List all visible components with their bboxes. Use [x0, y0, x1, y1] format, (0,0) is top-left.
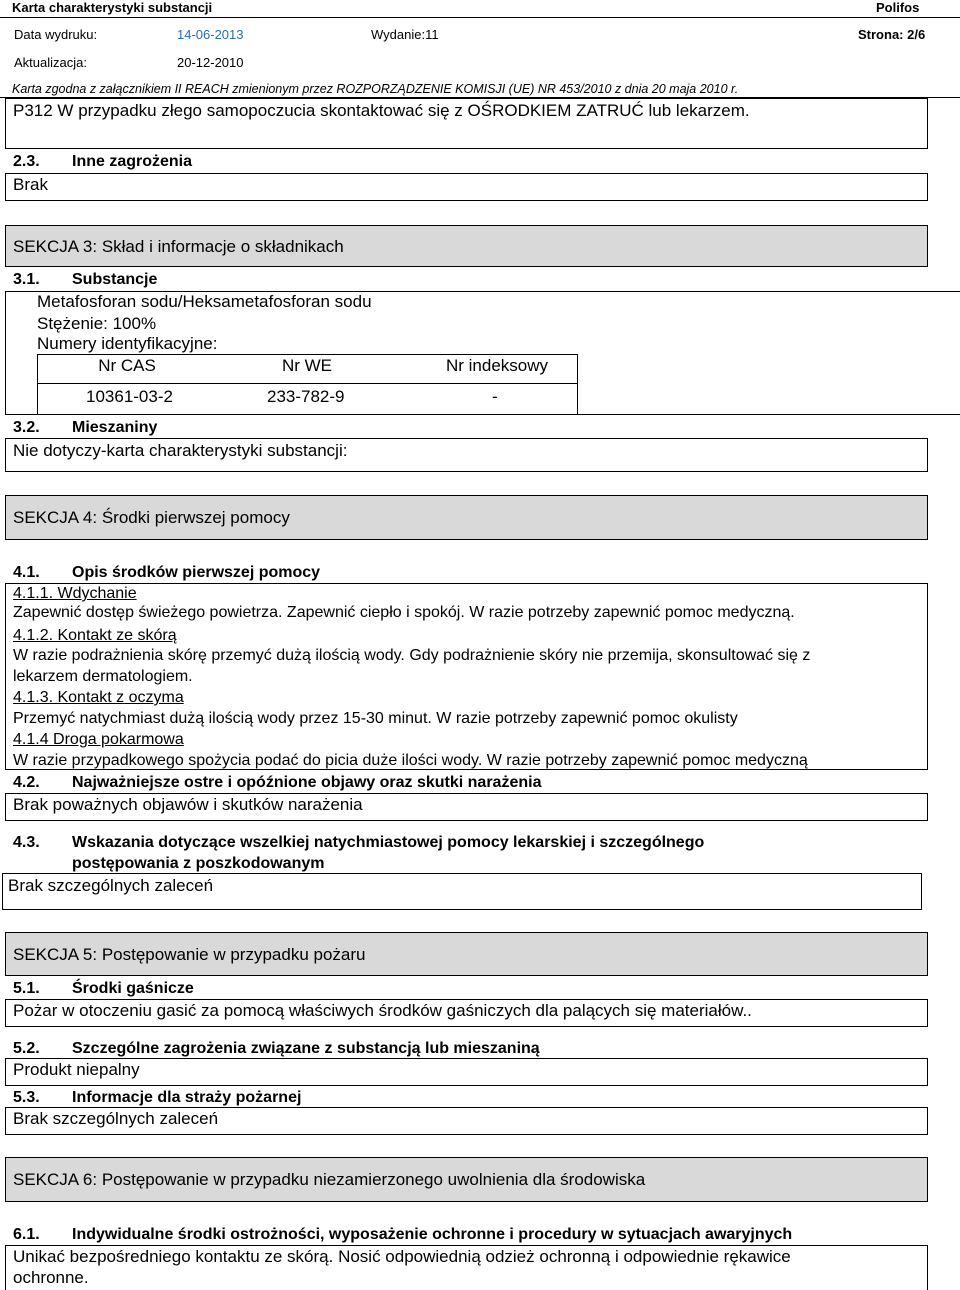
inhalation-label: 4.1.1. Wdychanie	[13, 585, 137, 602]
s5-3-number: 5.3.	[13, 1089, 40, 1106]
s6-1-text-1: Unikać bezpośredniego kontaktu ze skórą. Nosić odpowiednią odzież ochronną i odpowiednie rękawice	[13, 1247, 791, 1266]
header-rule	[0, 17, 960, 18]
s5-1-title: Środki gaśnicze	[72, 980, 194, 997]
s2-3-text: Brak	[13, 175, 48, 194]
regulation-note: Karta zgodna z załącznikiem II REACH zmienionym przez ROZPORZĄDZENIE KOMISJI (UE) NR 453/2010 z dnia 20 maja 2010 r.	[12, 82, 739, 96]
s4-3-number: 4.3.	[13, 834, 40, 851]
skin-contact-text-1: W razie podrażnienia skórę przemyć dużą ilością wody. Gdy podrażnienie skóry nie przemija, skonsultować się z	[13, 647, 811, 664]
s5-2-number: 5.2.	[13, 1040, 40, 1057]
id-table-header-index: Nr indeksowy	[445, 356, 549, 375]
s5-1-text: Pożar w otoczeniu gasić za pomocą właściwych środków gaśniczych dla palących się materiałów..	[13, 1001, 752, 1020]
s3-1-title: Substancje	[72, 271, 158, 288]
s6-1-number: 6.1.	[13, 1226, 40, 1243]
id-table-header-we: Nr WE	[281, 356, 333, 375]
s4-2-title: Najważniejsze ostre i opóźnione objawy oraz skutki narażenia	[72, 774, 542, 791]
s3-1-number: 3.1.	[13, 271, 40, 288]
s4-3-title-1: Wskazania dotyczące wszelkiej natychmiastowej pomocy lekarskiej i szczególnego	[72, 834, 705, 851]
page-number: Strona: 2/6	[858, 27, 926, 42]
print-date-label: Data wydruku:	[14, 27, 98, 42]
section6-heading: SEKCJA 6: Postępowanie w przypadku niezamierzonego uwolnienia dla środowiska	[13, 1170, 646, 1189]
s4-1-number: 4.1.	[13, 564, 40, 581]
ingestion-text: W razie przypadkowego spożycia podać do picia duże ilości wody. W razie potrzeby zapewnić pomoc medyczną	[13, 752, 808, 769]
doc-title: Karta charakterystyki substancji	[12, 0, 213, 15]
id-table-cas: 10361-03-2	[86, 387, 173, 406]
s3-2-number: 3.2.	[13, 419, 40, 436]
id-table-header-cas: Nr CAS	[98, 356, 156, 375]
concentration: Stężenie: 100%	[37, 314, 157, 333]
s4-2-text: Brak poważnych objawów i skutków narażenia	[13, 795, 363, 814]
edition: Wydanie:11	[371, 27, 439, 42]
substance-box-ext	[928, 291, 960, 292]
s5-1-number: 5.1.	[13, 980, 40, 997]
s4-2-number: 4.2.	[13, 774, 40, 791]
s4-3-title-2: postępowania z poszkodowanym	[72, 855, 325, 872]
id-table-row-divider	[37, 383, 578, 384]
eye-contact-text: Przemyć natychmiast dużą ilością wody przez 15-30 minut. W razie potrzeby zapewnić pomoc okulisty	[13, 710, 738, 727]
eye-contact-label: 4.1.3. Kontakt z oczyma	[13, 689, 184, 706]
substance-name: Metafosforan sodu/Heksametafosforan sodu	[37, 292, 372, 311]
ids-label: Numery identyfikacyjne:	[37, 334, 218, 353]
s3-2-text: Nie dotyczy-karta charakterystyki substancji:	[13, 441, 348, 460]
s5-2-title: Szczególne zagrożenia związane z substancją lub mieszaniną	[72, 1040, 540, 1057]
update-date-label: Aktualizacja:	[14, 55, 87, 70]
s5-3-text: Brak szczególnych zaleceń	[13, 1109, 219, 1128]
id-table-we: 233-782-9	[267, 387, 345, 406]
s4-3-text: Brak szczególnych zaleceń	[8, 876, 214, 895]
s5-3-title: Informacje dla straży pożarnej	[72, 1089, 302, 1106]
s5-2-box	[5, 1058, 928, 1086]
s3-2-title: Mieszaniny	[72, 419, 158, 436]
section4-heading: SEKCJA 4: Środki pierwszej pomocy	[13, 508, 290, 527]
section3-heading: SEKCJA 3: Skład i informacje o składnikach	[13, 237, 344, 256]
section5-heading: SEKCJA 5: Postępowanie w przypadku pożaru	[13, 945, 366, 964]
s4-1-title: Opis środków pierwszej pomocy	[72, 564, 321, 581]
s2-3-title: Inne zagrożenia	[72, 153, 193, 170]
skin-contact-label: 4.1.2. Kontakt ze skórą	[13, 627, 177, 644]
print-date: 14-06-2013	[177, 27, 244, 42]
s2-3-number: 2.3.	[13, 153, 40, 170]
id-table-index: -	[492, 387, 498, 406]
p312-statement: P312 W przypadku złego samopoczucia skontaktować się z OŚRODKIEM ZATRUĆ lub lekarzem.	[13, 101, 750, 120]
ingestion-label: 4.1.4 Droga pokarmowa	[13, 731, 184, 748]
s6-1-text-2: ochronne.	[13, 1268, 89, 1287]
s2-3-box	[5, 173, 928, 201]
inhalation-text: Zapewnić dostęp świeżego powietrza. Zapewnić ciepło i spokój. W razie potrzeby zapewnić pomoc medyczną.	[13, 604, 795, 621]
skin-contact-text-2: lekarzem dermatologiem.	[13, 668, 193, 685]
s5-2-text: Produkt niepalny	[13, 1060, 140, 1079]
s6-1-title: Indywidualne środki ostrożności, wyposażenie ochronne i procedury w sytuacjach awaryjnych	[72, 1226, 793, 1243]
product-name: Polifos	[876, 0, 920, 15]
update-date: 20-12-2010	[177, 55, 244, 70]
